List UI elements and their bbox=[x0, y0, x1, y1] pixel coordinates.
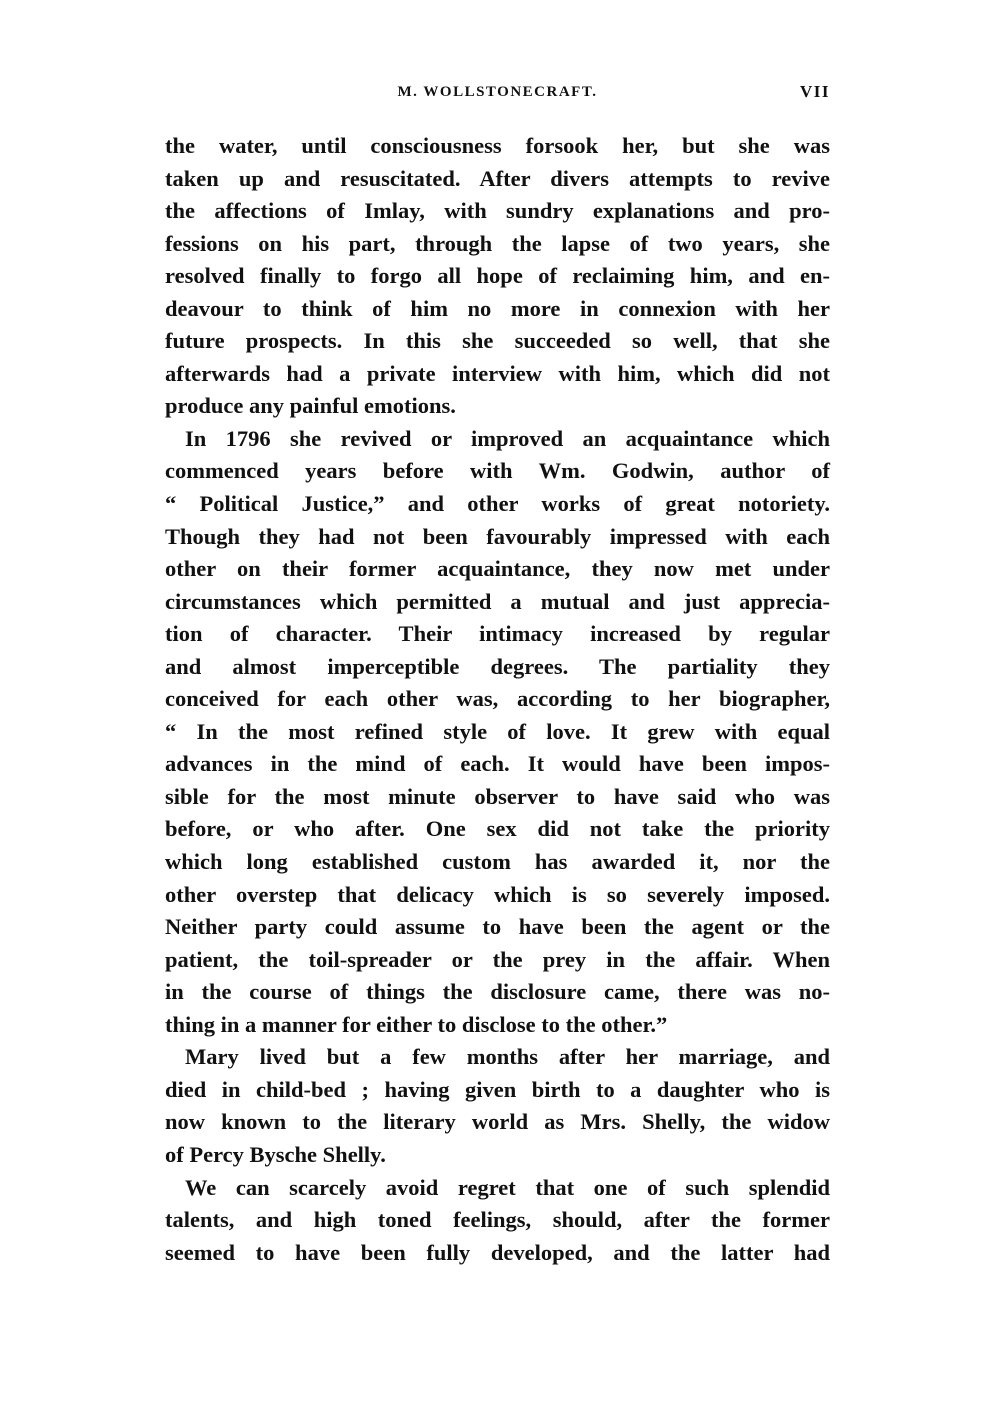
text-line: sible for the most minute observer to have said who was bbox=[165, 783, 830, 809]
text-line: Neither party could assume to have been the agent or the bbox=[165, 914, 830, 940]
text-line: before, or who after. One sex did not take the priority bbox=[165, 816, 830, 842]
text-line: We can scarcely avoid regret that one of such splendid bbox=[185, 1174, 830, 1200]
text-line: taken up and resuscitated. After divers attempts to revive bbox=[165, 165, 830, 191]
text-line: talents, and high toned feelings, should, after the former bbox=[165, 1207, 830, 1233]
running-title: M. WOLLSTONECRAFT. bbox=[397, 84, 598, 100]
text-line: resolved finally to forgo all hope of reclaiming him, and en- bbox=[165, 263, 830, 289]
paragraph bbox=[165, 1172, 830, 1270]
text-line: advances in the mind of each. It would have been impos- bbox=[165, 751, 830, 777]
text-line: “ Political Justice,” and other works of great notoriety. bbox=[165, 491, 830, 517]
text-line: other overstep that delicacy which is so severely imposed. bbox=[165, 881, 830, 907]
text-line: other on their former acquaintance, they now met under bbox=[165, 556, 830, 582]
text-line: conceived for each other was, according to her biographer, bbox=[165, 686, 830, 712]
text-line: circumstances which permitted a mutual and just apprecia- bbox=[165, 588, 830, 614]
text-line: afterwards had a private interview with him, which did not bbox=[165, 360, 830, 386]
paragraph bbox=[165, 130, 830, 423]
paragraph bbox=[165, 1041, 830, 1171]
text-line: deavour to think of him no more in connexion with her bbox=[165, 295, 830, 321]
text-line: future prospects. In this she succeeded so well, that she bbox=[165, 328, 830, 354]
text-line: of Percy Bysche Shelly. bbox=[165, 1141, 386, 1167]
text-line: Though they had not been favourably impressed with each bbox=[165, 523, 830, 549]
text-line: seemed to have been fully developed, and the latter had bbox=[165, 1239, 830, 1265]
text-line: commenced years before with Wm. Godwin, author of bbox=[165, 458, 830, 484]
page-header bbox=[165, 82, 830, 108]
paragraph bbox=[165, 423, 830, 1041]
text-line: in the course of things the disclosure came, there was no- bbox=[165, 979, 830, 1005]
text-line: which long established custom has awarded it, nor the bbox=[165, 849, 830, 875]
text-line: “ In the most refined style of love. It grew with equal bbox=[165, 718, 830, 744]
text-line: patient, the toil-spreader or the prey in the affair. When bbox=[165, 946, 830, 972]
text-line: thing in a manner for either to disclose to the other.” bbox=[165, 1011, 668, 1037]
text-line: the water, until consciousness forsook her, but she was bbox=[165, 133, 830, 158]
page-body bbox=[165, 130, 830, 1269]
text-line: the affections of Imlay, with sundry explanations and pro- bbox=[165, 198, 830, 224]
page-number: VII bbox=[799, 82, 830, 101]
text-line: produce any painful emotions. bbox=[165, 393, 456, 419]
text-line: Mary lived but a few months after her marriage, and bbox=[185, 1044, 830, 1070]
text-line: now known to the literary world as Mrs. Shelly, the widow bbox=[165, 1109, 830, 1135]
text-line: In 1796 she revived or improved an acquaintance which bbox=[185, 425, 830, 451]
text-line: died in child-bed ; having given birth to a daughter who is bbox=[165, 1076, 830, 1102]
text-line: fessions on his part, through the lapse of two years, she bbox=[165, 230, 830, 256]
text-line: and almost imperceptible degrees. The partiality they bbox=[165, 653, 830, 679]
text-line: tion of character. Their intimacy increased by regular bbox=[165, 621, 830, 647]
